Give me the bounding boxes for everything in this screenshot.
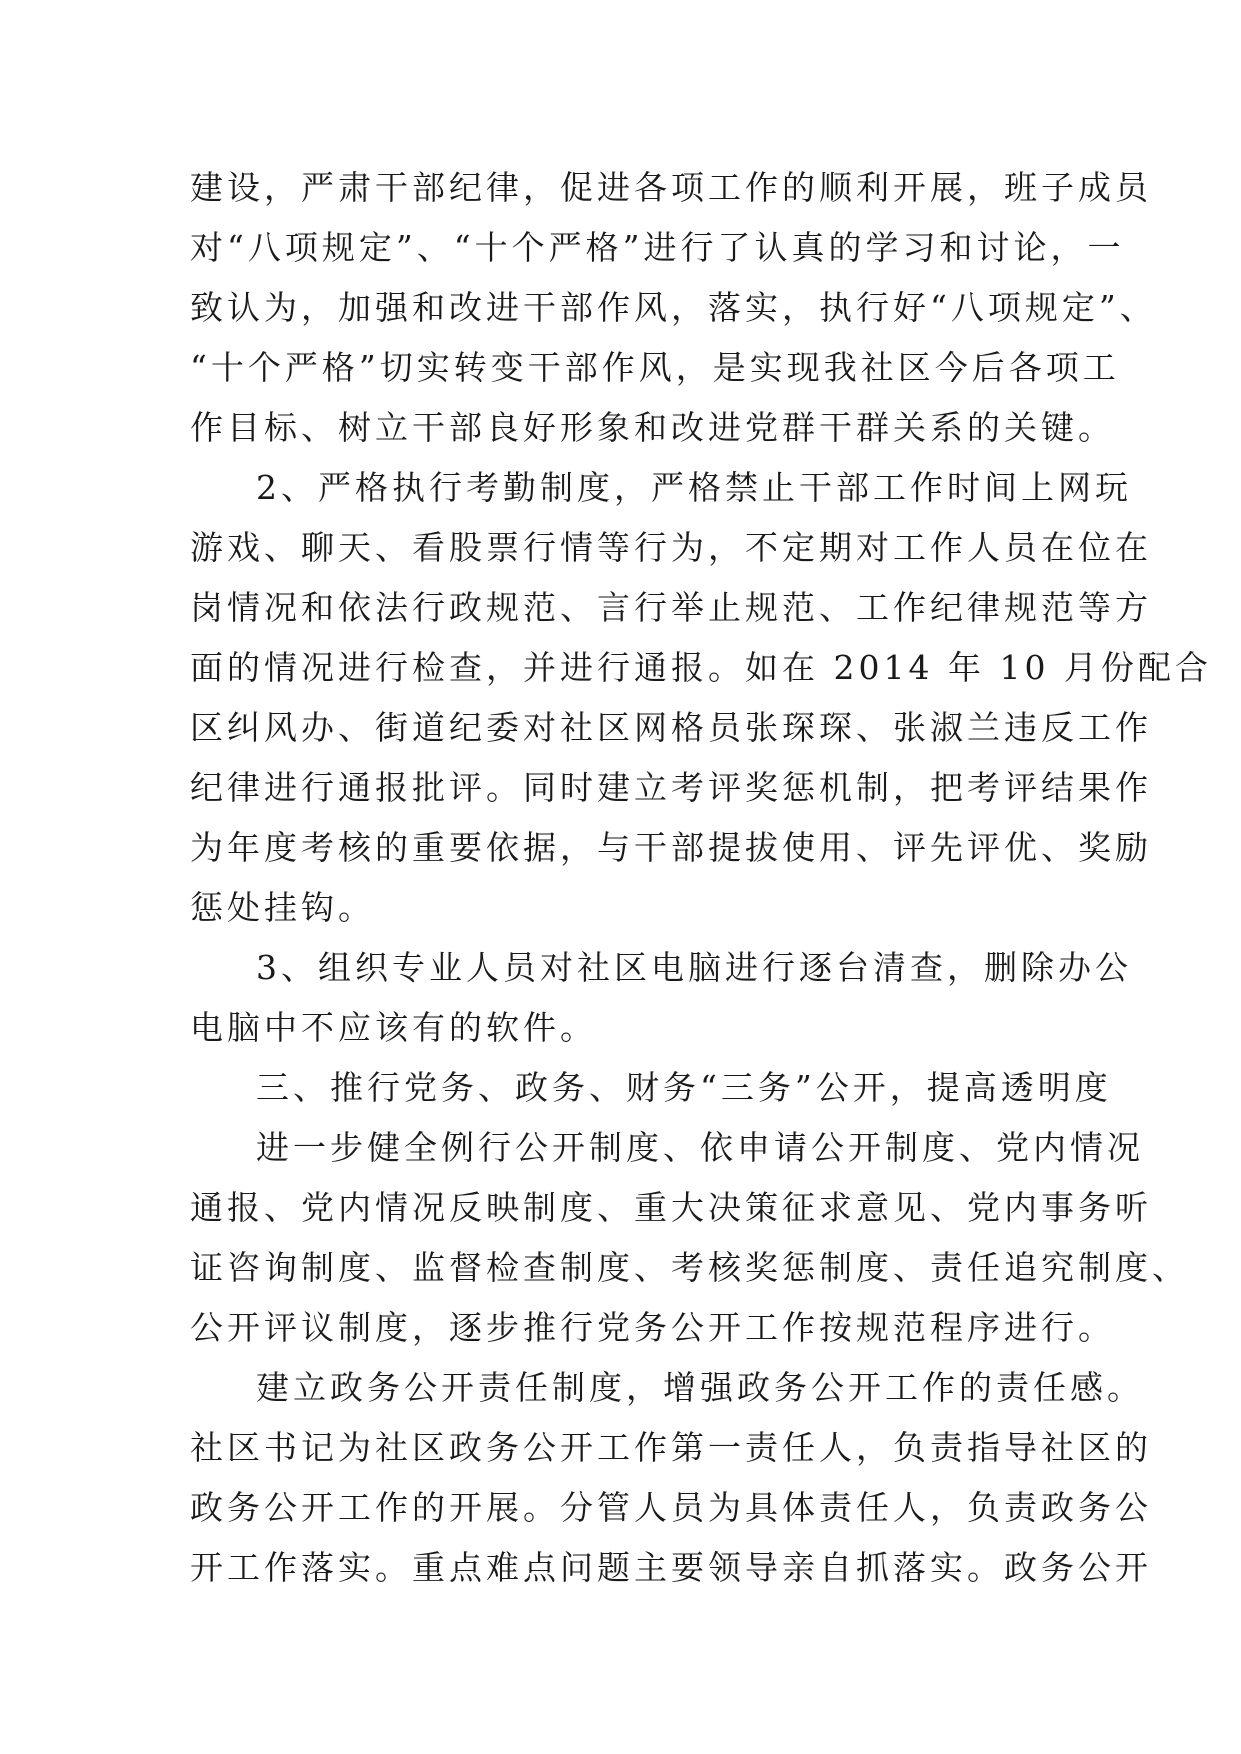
text-line: 游戏、聊天、看股票行情等行为，不定期对工作人员在位在 <box>190 528 1152 567</box>
text-line: 岗情况和依法行政规范、言行举止规范、工作纪律规范等方 <box>190 588 1152 627</box>
text-line: 公开评议制度，逐步推行党务公开工作按规范程序进行。 <box>190 1308 1115 1347</box>
text-line: 证咨询制度、监督检查制度、考核奖惩制度、责任追究制度、 <box>190 1248 1189 1287</box>
text-line: 电脑中不应该有的软件。 <box>190 1008 597 1047</box>
document-body <box>190 158 1212 1598</box>
text-line: “十个严格”切实转变干部作风，是实现我社区今后各项工 <box>190 348 1120 387</box>
text-line: 通报、党内情况反映制度、重大决策征求意见、党内事务听 <box>190 1188 1152 1227</box>
text-line: 社区书记为社区政务公开工作第一责任人，负责指导社区的 <box>190 1428 1152 1467</box>
text-line: 进一步健全例行公开制度、依申请公开制度、党内情况 <box>256 1128 1144 1167</box>
text-line: 建立政务公开责任制度，增强政务公开工作的责任感。 <box>256 1368 1144 1407</box>
text-line: 区纠风办、街道纪委对社区网格员张琛琛、张淑兰违反工作 <box>190 708 1152 747</box>
text-line: 为年度考核的重要依据，与干部提拔使用、评先评优、奖励 <box>190 828 1152 867</box>
text-line: 政务公开工作的开展。分管人员为具体责任人，负责政务公 <box>190 1488 1152 1527</box>
text-line: 开工作落实。重点难点问题主要领导亲自抓落实。政务公开 <box>190 1548 1152 1587</box>
text-line: 建设，严肃干部纪律，促进各项工作的顺利开展，班子成员 <box>190 168 1152 207</box>
text-line: 3、组织专业人员对社区电脑进行逐台清查，删除办公 <box>256 948 1132 987</box>
text-line: 2、严格执行考勤制度，严格禁止干部工作时间上网玩 <box>256 468 1132 507</box>
text-line: 纪律进行通报批评。同时建立考评奖惩机制，把考评结果作 <box>190 768 1152 807</box>
text-line: 三、推行党务、政务、财务“三务”公开，提高透明度 <box>256 1068 1112 1107</box>
text-line: 作目标、树立干部良好形象和改进党群干群关系的关键。 <box>190 408 1115 447</box>
text-line: 致认为，加强和改进干部作风，落实，执行好“八项规定”、 <box>190 288 1157 327</box>
text-line: 面的情况进行检查，并进行通报。如在 2014 年 10 月份配合 <box>190 648 1212 687</box>
text-line: 对“八项规定”、“十个严格”进行了认真的学习和讨论，一 <box>190 228 1125 267</box>
text-line: 惩处挂钩。 <box>190 888 375 927</box>
